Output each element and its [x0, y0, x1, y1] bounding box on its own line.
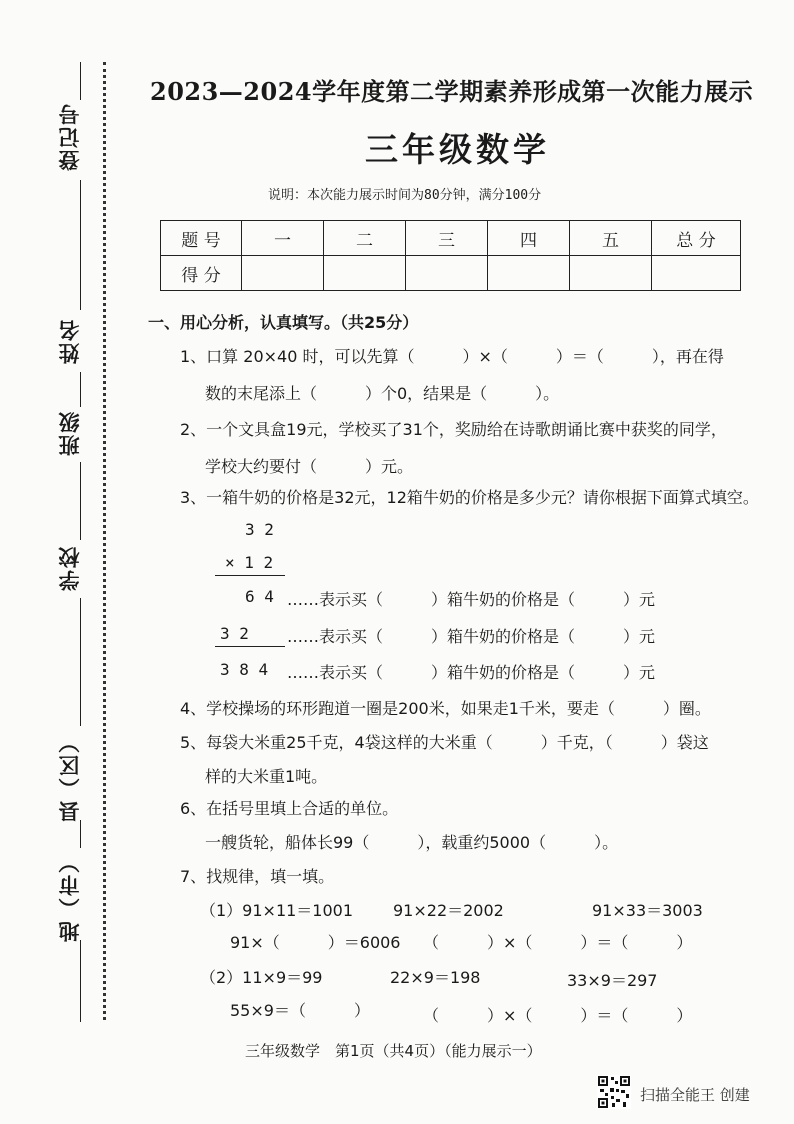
question-1-line2: 数的末尾添上（ ）个0，结果是（ ）。: [205, 384, 560, 403]
pattern-1-b: 91×22＝2002: [393, 901, 504, 920]
exam-note: 说明：本次能力展示时间为80分钟，满分100分: [268, 188, 542, 203]
section1-title: 一、用心分析，认真填写。（共25分）: [148, 313, 419, 332]
calc-text-3: ……表示买（ ）箱牛奶的价格是（ ）元: [287, 663, 656, 682]
calc-top: 3 2: [245, 520, 274, 539]
score-cell[interactable]: [242, 256, 324, 291]
score-cell[interactable]: [570, 256, 652, 291]
calc-partial-1: 6 4: [245, 587, 274, 606]
page-footer: 三年级数学 第1页（共4页）（能力展示一）: [245, 1042, 542, 1060]
score-header-cell: 三: [406, 221, 488, 256]
score-header-cell: 一: [242, 221, 324, 256]
name-label: 姓名: [58, 318, 82, 364]
school-label: 学校: [58, 545, 82, 591]
pattern-2-b: 22×9＝198: [390, 968, 481, 987]
question-7: 7、找规律，填一填。: [180, 867, 335, 886]
pattern-1-a: （1）91×11＝1001: [200, 901, 354, 920]
score-header-cell: 五: [570, 221, 652, 256]
score-cell[interactable]: [324, 256, 406, 291]
calc-rule-2: [215, 646, 285, 647]
qr-code-icon: [597, 1075, 631, 1109]
calc-multiplier: × 1 2: [225, 553, 274, 572]
calc-text-2: ……表示买（ ）箱牛奶的价格是（ ）元: [287, 627, 656, 646]
pattern-1-c: 91×33＝3003: [592, 901, 703, 920]
pattern-2-a: （2）11×9＝99: [200, 968, 323, 987]
calc-partial-2: 3 2: [220, 624, 249, 643]
registration-line: [80, 180, 81, 310]
score-row-label: 得 分: [161, 256, 242, 291]
scanner-watermark: 扫描全能王 创建: [640, 1086, 750, 1104]
pattern-2-c: 33×9＝297: [567, 971, 658, 990]
question-3: 3、一箱牛奶的价格是32元，12箱牛奶的价格是多少元？请你根据下面算式填空。: [180, 488, 759, 507]
question-1-line1: 1、口算 20×40 时，可以先算（ ）×（ ）＝（ ），再在得: [180, 347, 724, 366]
class-label: 班级: [58, 410, 82, 456]
score-header-cell: 题 号: [161, 221, 242, 256]
question-2-line2: 学校大约要付（ ）元。: [205, 457, 414, 476]
score-header-cell: 总 分: [652, 221, 741, 256]
pattern-1-d: 91×（ ）＝6006: [230, 933, 401, 952]
county-line: [80, 820, 81, 848]
score-table: [160, 220, 741, 291]
pattern-2-d: 55×9＝（ ）: [230, 1001, 370, 1020]
name-line: [80, 372, 81, 407]
score-header-row: [161, 221, 741, 256]
question-6-line2: 一艘货轮，船体长99（ ），载重约5000（ ）。: [205, 833, 619, 852]
class-line: [80, 462, 81, 540]
score-cell[interactable]: [652, 256, 741, 291]
question-2-line1: 2、一个文具盒19元，学校买了31个，奖励给在诗歌朗诵比赛中获奖的同学，: [180, 420, 727, 439]
score-value-row: [161, 256, 741, 291]
county-label: 县（区）: [58, 730, 82, 822]
calc-text-1: ……表示买（ ）箱牛奶的价格是（ ）元: [287, 590, 656, 609]
pattern-1-e: （ ）×（ ）＝（ ）: [423, 933, 693, 952]
pattern-2-e: （ ）×（ ）＝（ ）: [423, 1006, 693, 1025]
score-cell[interactable]: [488, 256, 570, 291]
registration-label: 登记号: [58, 102, 82, 171]
city-label: 地（市）: [58, 850, 82, 942]
city-line: [80, 940, 81, 1022]
score-header-cell: 四: [488, 221, 570, 256]
school-line: [80, 598, 81, 726]
question-6: 6、在括号里填上合适的单位。: [180, 799, 399, 818]
calc-sum: 3 8 4: [220, 660, 269, 679]
question-4: 4、学校操场的环形跑道一圈是200米，如果走1千米，要走（ ）圈。: [180, 699, 711, 718]
subject-title: 三年级数学: [365, 130, 550, 169]
score-cell[interactable]: [406, 256, 488, 291]
exam-title: 2023—2024学年度第二学期素养形成第一次能力展示: [150, 77, 754, 106]
score-header-cell: 二: [324, 221, 406, 256]
calc-rule-1: [215, 575, 285, 576]
binding-dotted-line: [103, 62, 106, 1020]
question-5-line1: 5、每袋大米重25千克，4袋这样的大米重（ ）千克，（ ）袋这: [180, 733, 709, 752]
binding-line-top: [80, 62, 81, 100]
question-5-line2: 样的大米重1吨。: [205, 767, 328, 786]
